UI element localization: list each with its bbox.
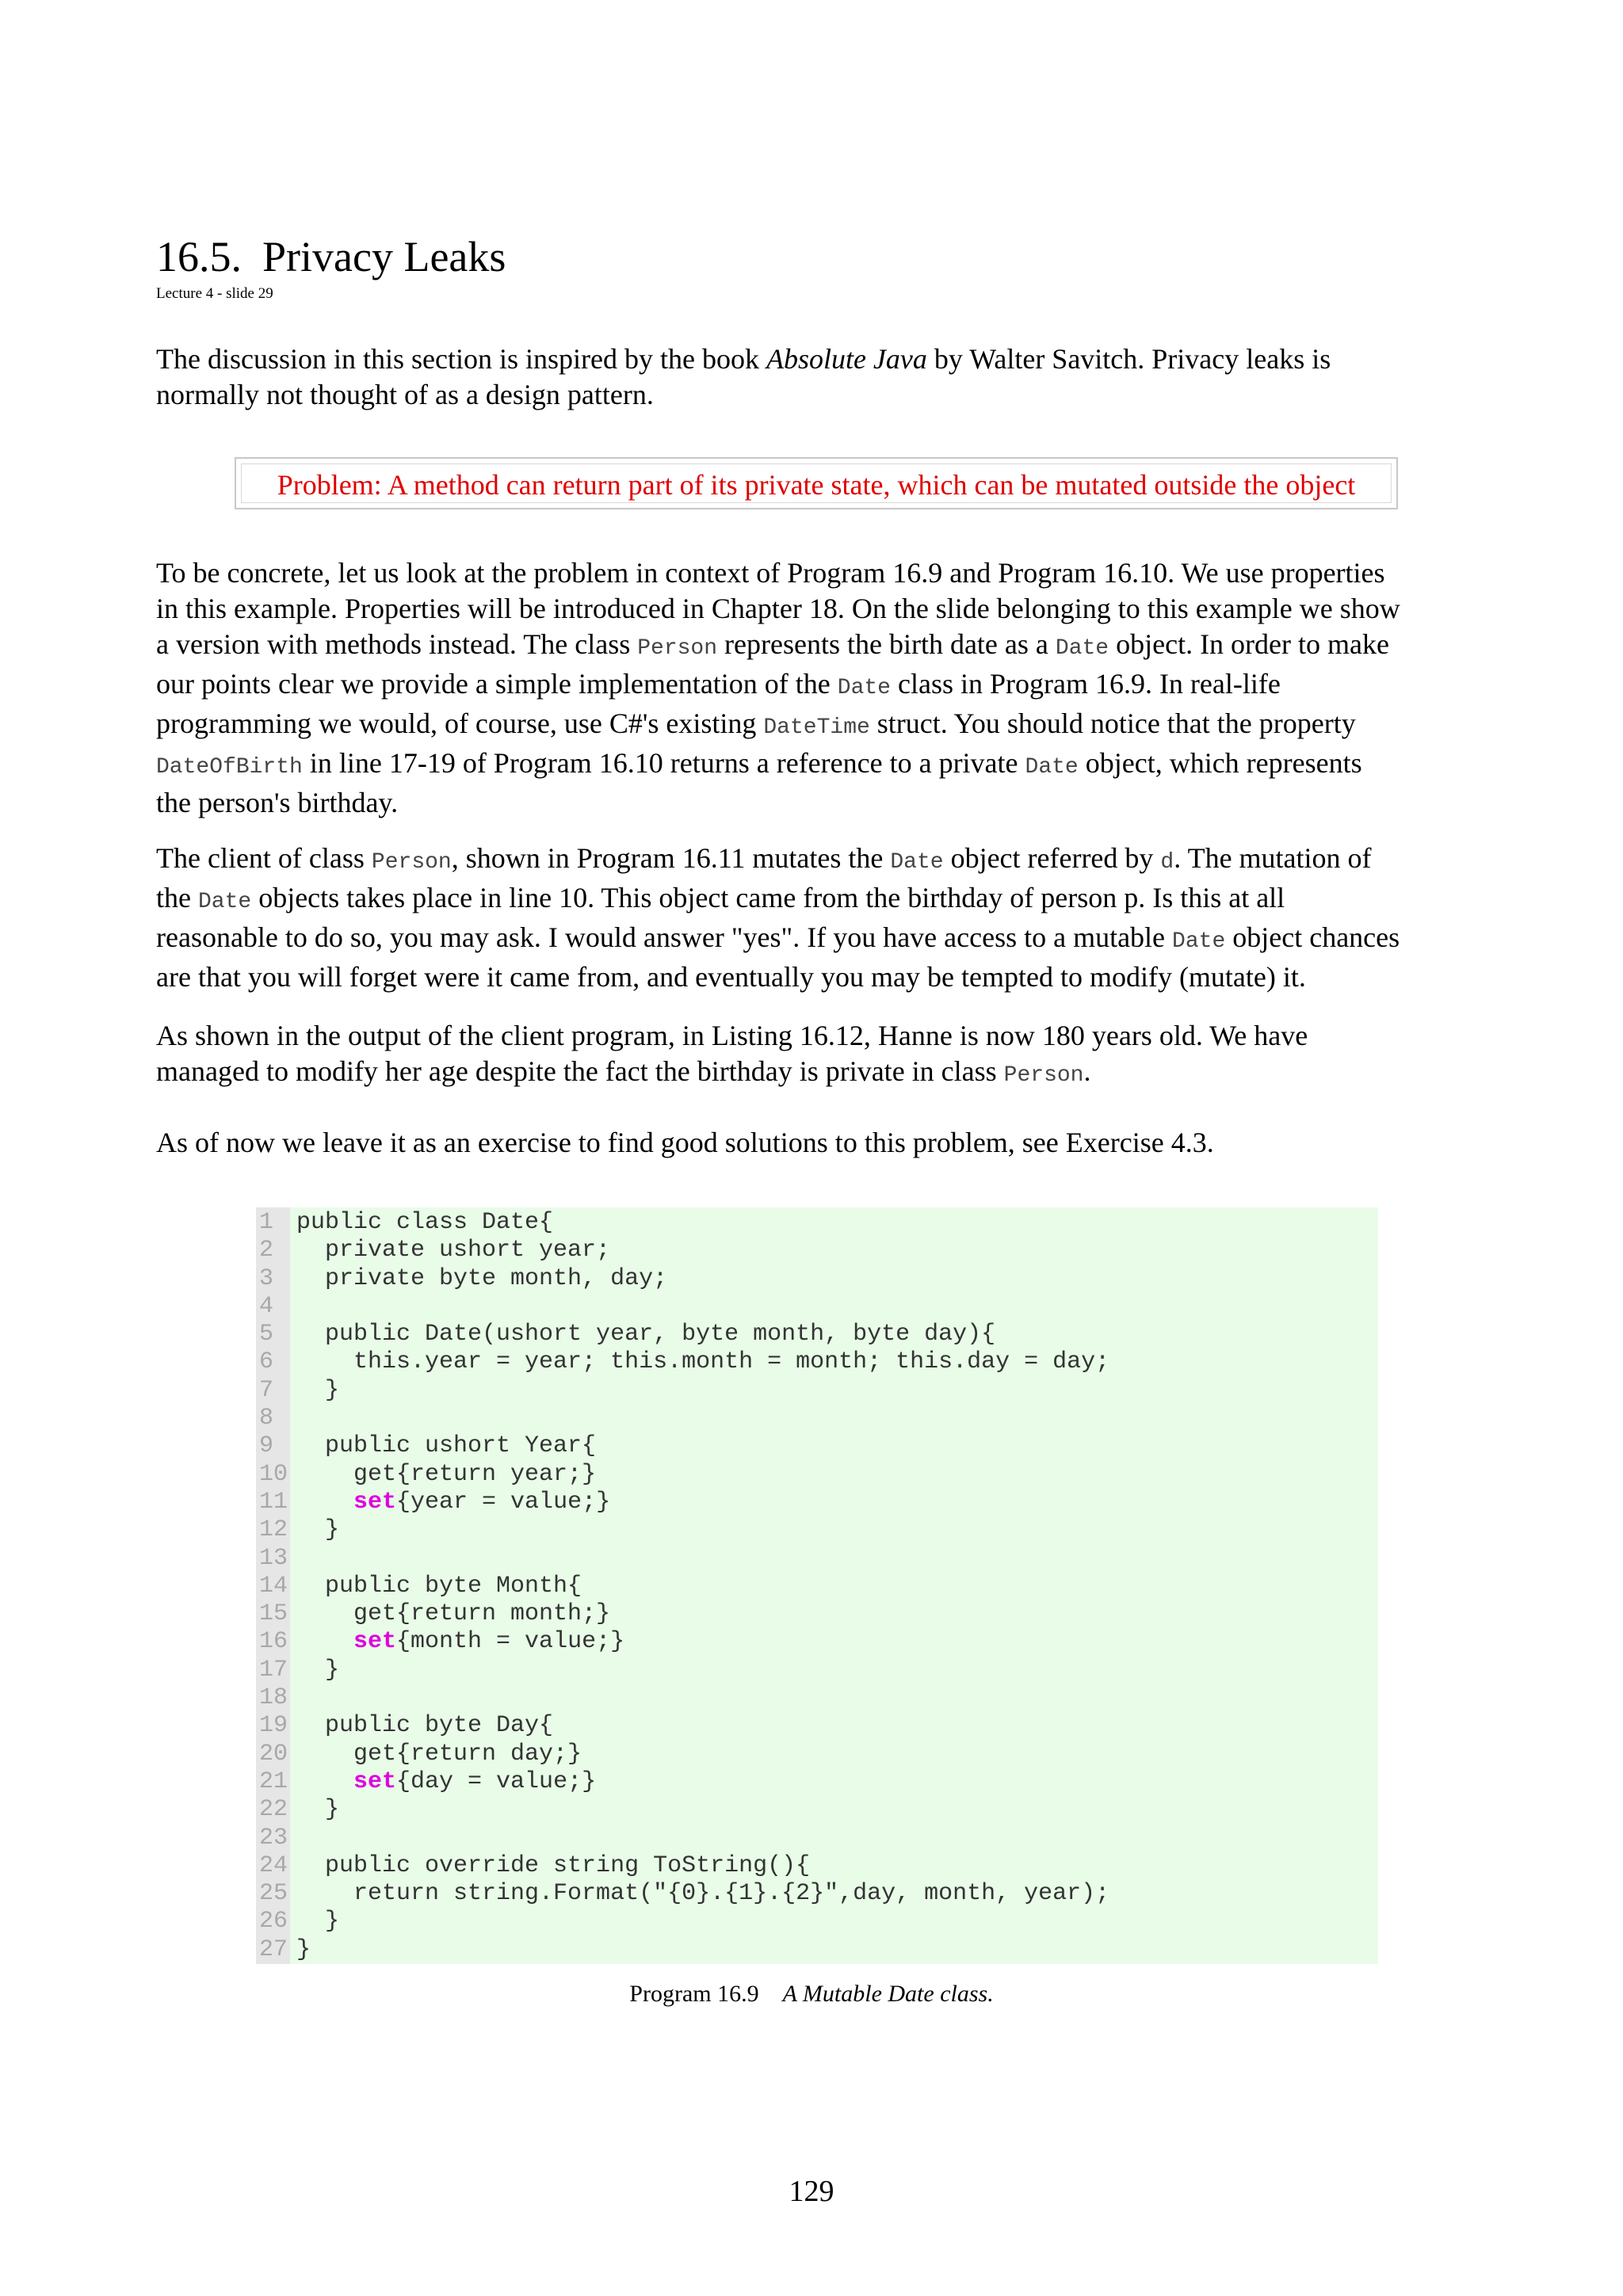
code-line: 1 public class Date{ bbox=[259, 1209, 554, 1236]
code-line: 12 } bbox=[259, 1516, 340, 1544]
code-line: 27 } bbox=[259, 1936, 311, 1963]
section-heading bbox=[156, 231, 506, 282]
code-line: 25 return string.Format("{0}.{1}.{2}",day, month, year); bbox=[259, 1880, 1110, 1908]
code-line: 6 this.year = year; this.month = month; this.day = day; bbox=[259, 1348, 1110, 1376]
caption-label: Program 16.9 bbox=[629, 1981, 759, 2007]
code-line: 17 } bbox=[259, 1656, 340, 1684]
inline-code-person: Person bbox=[1003, 1063, 1084, 1088]
code-line: 3 private byte month, day; bbox=[259, 1264, 668, 1292]
problem-statement: Problem: A method can return part of its private state, which can be mutated outside the object bbox=[241, 463, 1392, 503]
code-lines bbox=[256, 1209, 1378, 1964]
code-line: 5 public Date(ushort year, byte month, byte day){ bbox=[259, 1321, 996, 1348]
code-line: 2 private ushort year; bbox=[259, 1237, 611, 1264]
section-title: Privacy Leaks bbox=[262, 233, 506, 280]
code-line: 9 public ushort Year{ bbox=[259, 1432, 597, 1460]
code-line: 8 bbox=[259, 1405, 274, 1432]
inline-code-date: Date bbox=[1172, 929, 1226, 954]
keyword-set: set bbox=[353, 1488, 397, 1516]
inline-code-d: d bbox=[1160, 850, 1174, 875]
page-number: 129 bbox=[789, 2175, 834, 2208]
inline-code-date: Date bbox=[837, 676, 891, 700]
code-line: 26 } bbox=[259, 1908, 340, 1936]
inline-code-person: Person bbox=[371, 850, 452, 875]
section-number: 16.5. bbox=[156, 233, 242, 280]
code-line: 16 set{month = value;} bbox=[259, 1628, 625, 1656]
book-title: Absolute Java bbox=[766, 343, 927, 375]
code-listing bbox=[256, 1207, 1378, 1964]
inline-code-dateofbirth: DateOfBirth bbox=[156, 755, 303, 780]
inline-code-date: Date bbox=[890, 850, 944, 875]
code-line: 13 bbox=[259, 1544, 288, 1572]
intro-paragraph: The discussion in this section is inspired by the book Absolute Java by Walter Savitch. Privacy leaks is normally not thought of as a design pattern. bbox=[156, 343, 1331, 410]
paragraph-4: As of now we leave it as an exercise to find good solutions to this problem, see Exercise 4.3. bbox=[156, 1127, 1214, 1158]
code-line: 11 set{year = value;} bbox=[259, 1488, 611, 1516]
code-line: 21 set{day = value;} bbox=[259, 1768, 597, 1795]
inline-code-datetime: DateTime bbox=[763, 715, 870, 740]
program-caption bbox=[0, 1979, 1623, 2009]
code-line: 20 get{return day;} bbox=[259, 1740, 582, 1768]
problem-box bbox=[235, 457, 1398, 509]
slide-reference[interactable]: Lecture 4 - slide 29 bbox=[156, 285, 273, 302]
keyword-set: set bbox=[353, 1768, 397, 1795]
code-line: 10 get{return year;} bbox=[259, 1460, 597, 1488]
code-line: 4 bbox=[259, 1292, 274, 1320]
code-line: 23 bbox=[259, 1824, 288, 1852]
code-line: 7 } bbox=[259, 1376, 340, 1404]
code-line: 22 } bbox=[259, 1796, 340, 1824]
keyword-set: set bbox=[353, 1628, 397, 1656]
inline-code-date: Date bbox=[1025, 755, 1079, 780]
caption-text: A Mutable Date class. bbox=[782, 1981, 994, 2007]
code-line: 15 get{return month;} bbox=[259, 1600, 611, 1628]
inline-code-date: Date bbox=[197, 890, 252, 914]
code-line: 19 public byte Day{ bbox=[259, 1712, 554, 1740]
code-line: 14 public byte Month{ bbox=[259, 1572, 582, 1600]
paragraph-2: The client of class Person, shown in Program 16.11 mutates the Date object referred by d. The mutation of the Date objects takes place in line 10. This object came from the birthday of person p. Is this at all reasonable to do so, you may ask. I would answer "yes". If you have access to a mutable Date object chances are that you will forget were it came from, and eventually you may be tempted to modify (mutate) it. bbox=[156, 842, 1400, 993]
code-line: 18 bbox=[259, 1684, 288, 1712]
paragraph-3: As shown in the output of the client program, in Listing 16.12, Hanne is now 180 years old. We have managed to modify her age despite the fact the birthday is private in class Person. bbox=[156, 1020, 1308, 1088]
inline-code-person: Person bbox=[637, 636, 718, 661]
inline-code-date: Date bbox=[1055, 636, 1109, 661]
code-line: 24 public override string ToString(){ bbox=[259, 1852, 811, 1879]
paragraph-1: To be concrete, let us look at the problem in context of Program 16.9 and Program 16.10. We use properties in this example. Properties will be introduced in Chapter 18. On the slide belonging to this example we show a version with methods instead. The class Person represents the birth date as a Date object. In order to make our points clear we provide a simple implementation of the Date class in Program 16.9. In real-life programming we would, of course, use C#'s existing DateTime struct. You should notice that the property DateOfBirth in line 17-19 of Program 16.10 returns a reference to a private Date object, which represents the person's birthday. bbox=[156, 557, 1400, 818]
